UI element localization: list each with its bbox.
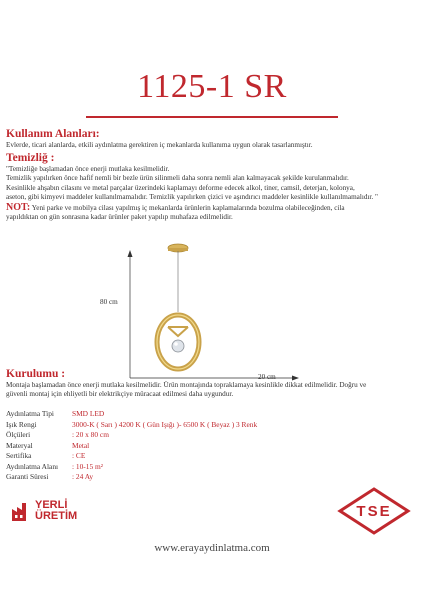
badge-line-1: YERLİ [35, 499, 68, 511]
crystal-highlight [174, 342, 178, 346]
spec-value: 3000-K ( Sarı ) 4200 K ( Gün Işığı )- 6500 K ( Beyaz ) 3 Renk [72, 419, 258, 429]
canopy-base [168, 248, 188, 251]
installation-text [6, 381, 424, 400]
spec-label: Aydınlatma Tipi [6, 409, 54, 418]
website-url: www.erayaydinlatma.com [154, 542, 270, 554]
installation-line: güvenli montaj için ehliyetli bir elektrikçiye müracaat edilmesi daha uygundur. [6, 390, 234, 399]
width-arrow-right [292, 376, 299, 381]
height-label: 80 cm [100, 298, 118, 306]
usage-heading: Kullanım Alanları: [6, 128, 100, 140]
installation-heading: Kurulumu : [6, 368, 66, 380]
note-block [6, 203, 424, 223]
note-line: yapıldıktan on gün sonrasına kadar ürünler paket yapılıp muhafaza edilmelidir. [6, 213, 233, 222]
spec-value: : CE [72, 451, 86, 460]
cleaning-heading: Temizliğ : [6, 152, 55, 164]
spec-row [6, 472, 386, 483]
spec-row [6, 409, 386, 420]
spec-row [6, 420, 386, 431]
product-title: 1125-1 SR [137, 68, 287, 105]
cleaning-text [6, 165, 424, 202]
installation-line: Montaja başlamadan önce enerji mutlaka kesilmelidir. Ürün montajında topraklamaya kesinlikle dikkat edilmelidir. Doğru ve [6, 381, 367, 389]
width-label: 20 cm [258, 373, 276, 381]
spec-table [6, 409, 386, 483]
spec-row [6, 462, 386, 473]
spec-row [6, 441, 386, 452]
badge-line-2: ÜRETİM [35, 510, 78, 522]
spec-value: Metal [72, 440, 90, 450]
spec-value: SMD LED [72, 409, 105, 418]
note-line: Yeni parke ve mobilya cilası yapılmış iç mekanlarda ürünlerin kaplamalarında bozulma olabileceğinden, cila [31, 204, 345, 212]
spec-label: Işık Rengi [6, 419, 37, 429]
cleaning-line: Temizlik yapılırken önce hafif nemli bir bezle ürün silinmeli daha sonra nemli alan kalmayacak şekilde kurulanmalıdır. [6, 174, 349, 183]
local-production-badge [10, 497, 80, 525]
cleaning-line: Kesinlikle ahşabın cilasını ve metal parçalar üzerindeki kaplamayı deforme edecek alkol, tiner, camsil, deterjan, kolonya, [6, 183, 355, 192]
crystal-ball [172, 340, 184, 352]
spec-label: Materyal [6, 440, 33, 450]
height-arrow-top [128, 250, 133, 257]
usage-text: Evlerde, ticari alanlarda, etkili aydınlatma gerektiren iç mekanlarda kullanıma uygun olarak tasarlanmıştır. [6, 141, 313, 149]
spec-value: : 20 x 80 cm [72, 430, 109, 439]
spec-label: Aydınlatma Alanı [6, 461, 59, 471]
cleaning-line: aseton, gibi kimyevi maddeler kullanılmamalıdır. Temizlik yapılırken çizici ve aşındırıcı maddeler kesinlikle kullanılmamalıdır. " [6, 192, 378, 201]
spec-value: : 24 Ay [72, 472, 94, 481]
spec-label: Ölçüleri [6, 430, 31, 439]
title-underline [86, 116, 338, 118]
spec-row [6, 430, 386, 441]
spec-value: : 10-15 m² [72, 461, 103, 471]
spec-label: Garanti Süresi [6, 472, 49, 481]
tse-text: TSE [356, 503, 392, 520]
spec-row [6, 451, 386, 462]
inner-bow [168, 327, 188, 336]
cleaning-line: "Temizliğe başlamadan önce enerji mutlaka kesilmelidir. [6, 165, 170, 173]
spec-label: Sertifika [6, 451, 32, 460]
factory-icon [10, 499, 32, 523]
product-diagram [124, 232, 304, 382]
note-heading: NOT: [6, 202, 31, 213]
tse-logo [336, 486, 412, 536]
